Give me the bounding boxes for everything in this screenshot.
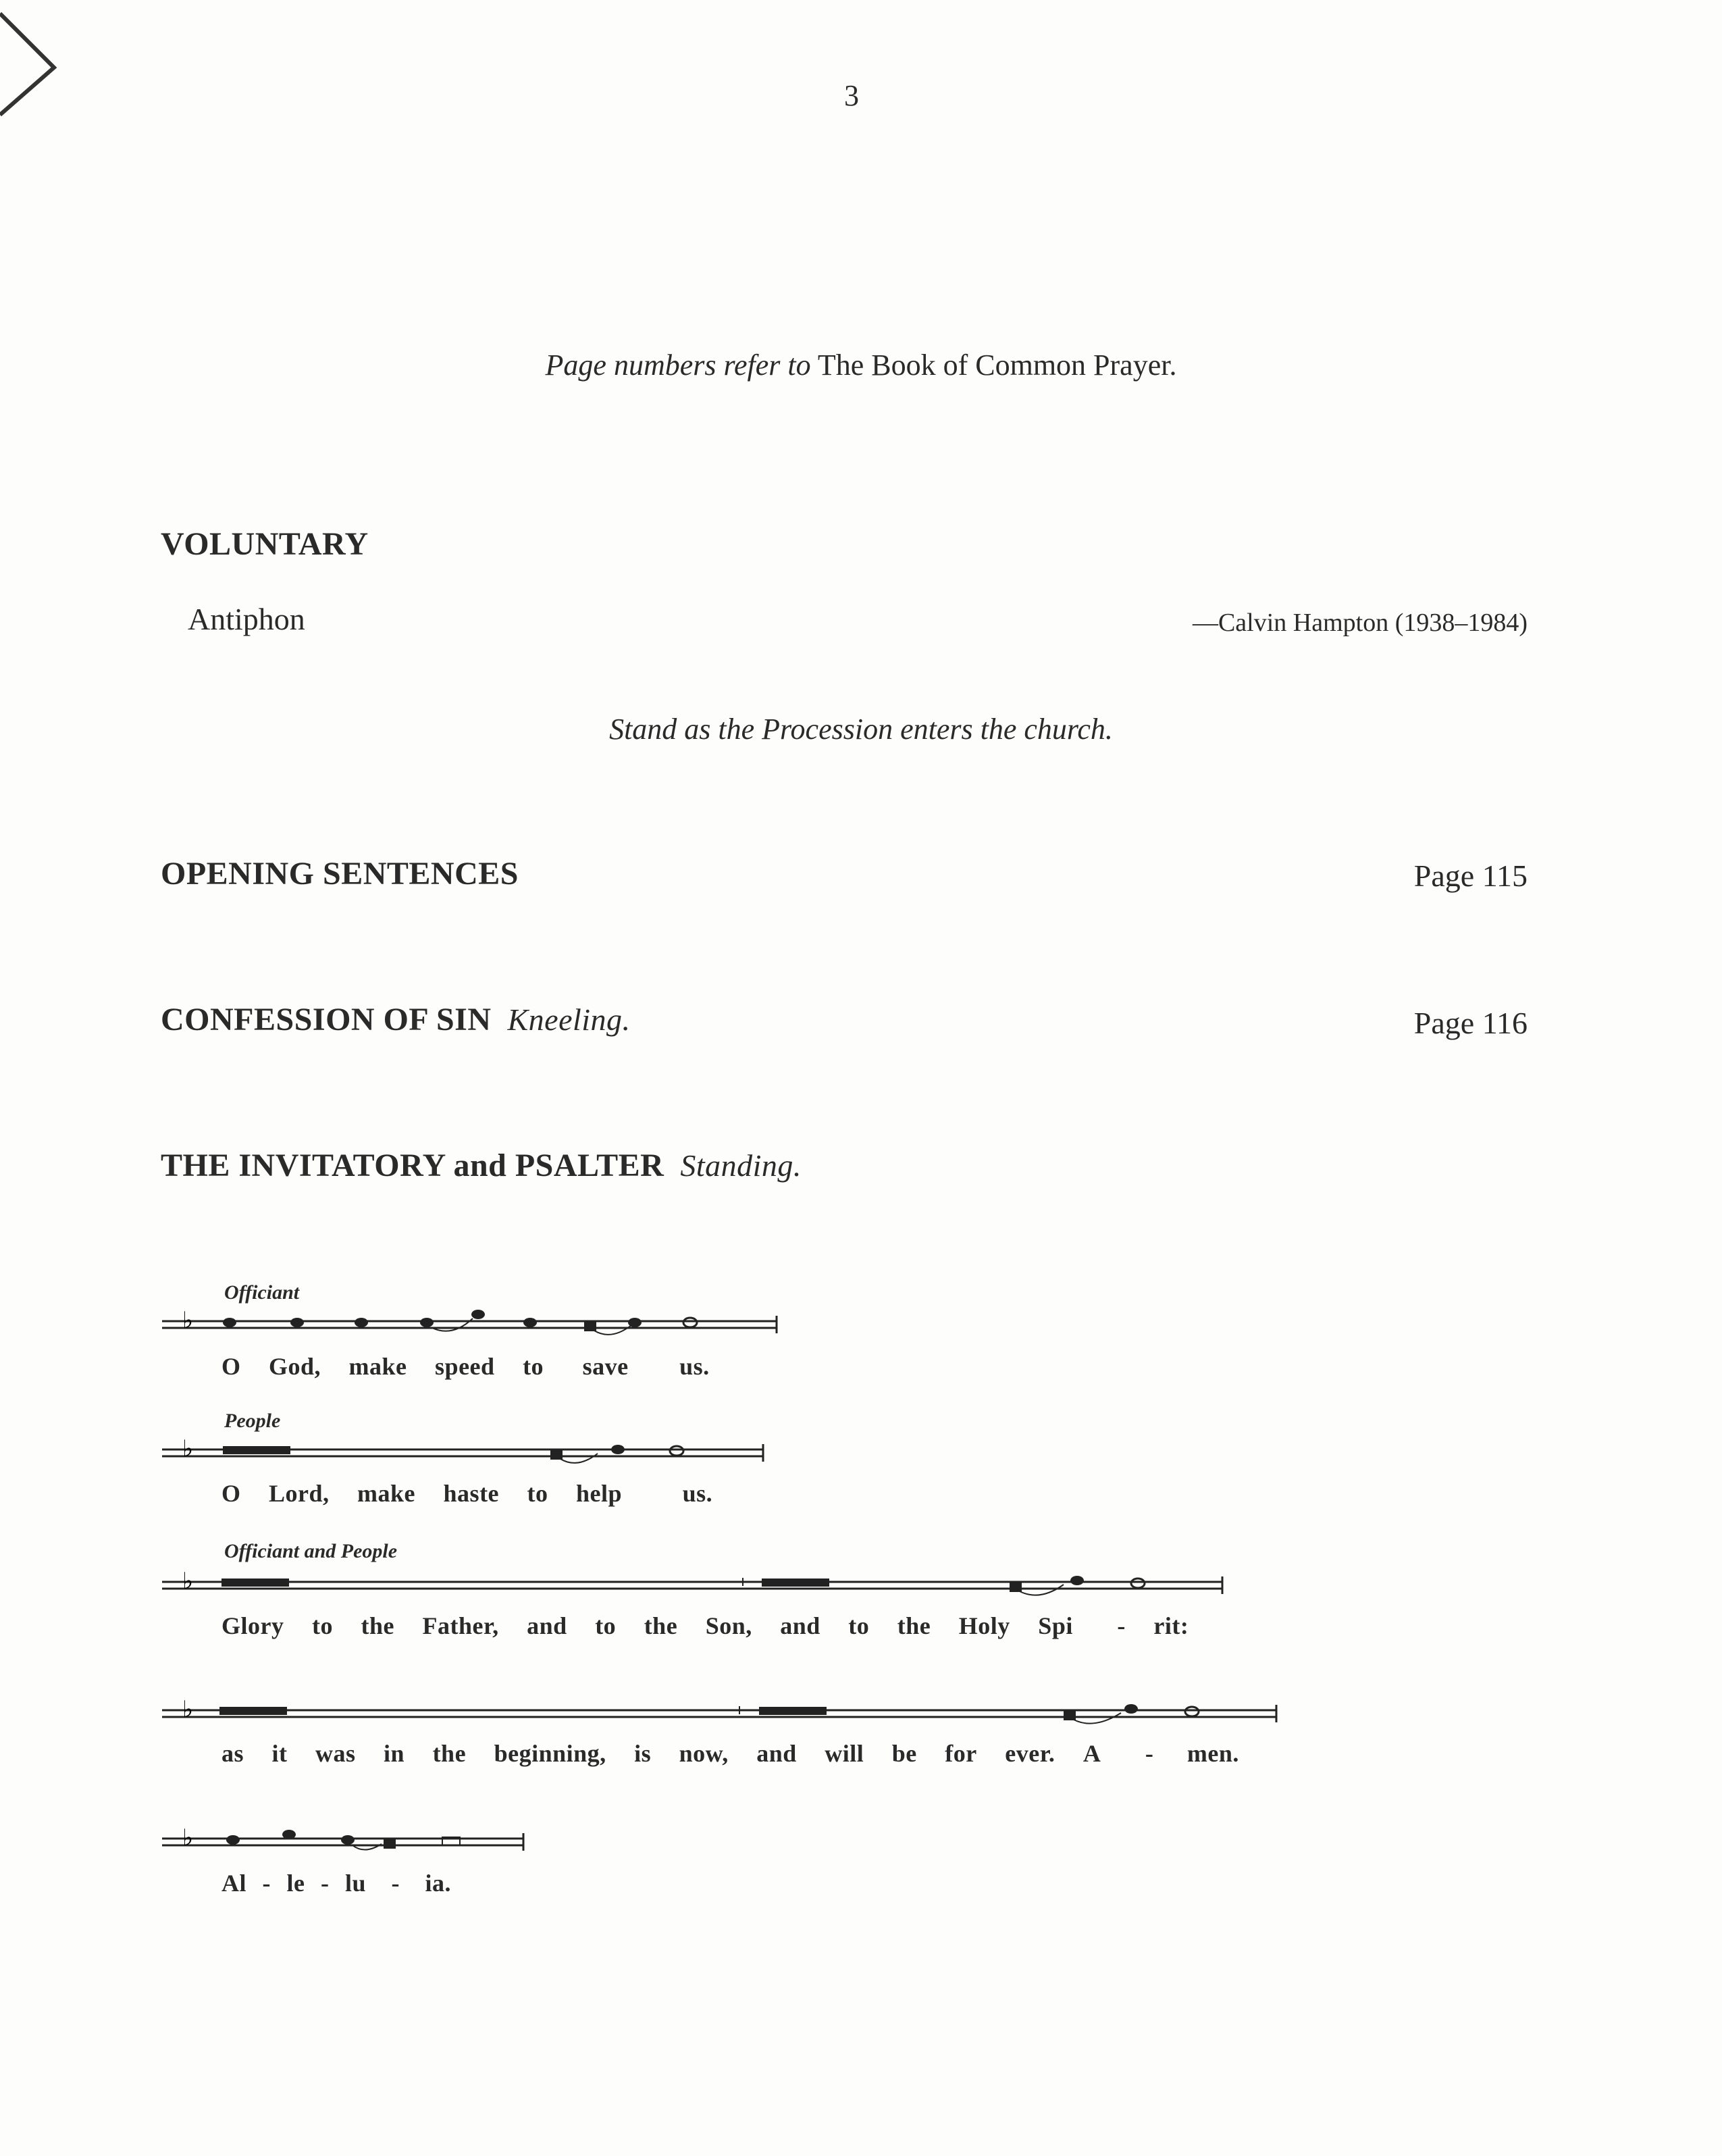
lyric-word: make [348, 1353, 407, 1380]
lyric-word: haste [443, 1480, 500, 1507]
lyric-word: ever. [1005, 1740, 1055, 1767]
invitatory-title: THE INVITATORY and PSALTER [161, 1148, 664, 1183]
lyrics-line-4 [221, 1739, 1261, 1768]
lyric-word: le [286, 1870, 305, 1897]
lyric-word: men. [1186, 1740, 1239, 1767]
chant-staff-2 [162, 1432, 804, 1472]
lyric-word: us. [679, 1353, 710, 1380]
invitatory-heading [161, 1147, 802, 1184]
lyric-word: Glory [221, 1612, 284, 1639]
lyric-word: is [634, 1740, 652, 1767]
confession-title: CONFESSION OF SIN [161, 1002, 492, 1037]
lyric-word: it [271, 1740, 288, 1767]
confession-heading [161, 1001, 631, 1038]
lyric-word: A [1082, 1740, 1101, 1767]
lyric-word: Father, [422, 1612, 499, 1639]
lyric-word: Son, [705, 1612, 752, 1639]
role-officiant-and-people: Officiant and People [224, 1540, 398, 1562]
confession-rubric: Kneeling. [507, 1002, 631, 1037]
lyrics-line-3 [221, 1612, 1210, 1640]
lyric-word: and [527, 1612, 567, 1639]
chant-staff-5 [162, 1821, 540, 1862]
lyric-word: to [595, 1612, 617, 1639]
lyric-word: - [391, 1870, 400, 1897]
lyric-word: Lord, [269, 1480, 330, 1507]
lyric-word: be [891, 1740, 917, 1767]
lyric-word: lu [344, 1870, 367, 1897]
voluntary-composer: —Calvin Hampton (1938–1984) [1192, 609, 1528, 637]
invitatory-rubric: Standing. [680, 1148, 802, 1183]
lyric-word: will [825, 1740, 864, 1767]
intro-italic: Page numbers refer to [545, 349, 811, 382]
procession-note-text: Stand as the Procession enters the church. [609, 713, 1113, 746]
confession-page: Page 116 [1413, 1006, 1528, 1040]
corner-mark [0, 0, 68, 122]
voluntary-piece: Antiphon [188, 602, 305, 636]
voluntary-heading: VOLUNTARY [161, 526, 369, 562]
page-number: 3 [844, 79, 859, 112]
lyrics-line-1 [221, 1352, 731, 1381]
lyric-word: the [432, 1740, 467, 1767]
lyric-word: beginning, [494, 1740, 606, 1767]
lyric-word: to [311, 1612, 333, 1639]
intro-note [0, 348, 1722, 382]
lyric-word: help [576, 1480, 623, 1507]
lyric-word: us. [682, 1480, 713, 1507]
lyric-word: - [262, 1870, 271, 1897]
lyric-word: God, [269, 1353, 321, 1380]
lyric-word: ia. [425, 1870, 452, 1897]
intro-plain: The Book of Common Prayer. [817, 349, 1177, 382]
lyric-word: now, [679, 1740, 729, 1767]
svg-text:♭: ♭ [182, 1696, 194, 1723]
chant-staff-3 [162, 1564, 1243, 1605]
lyric-word: O [221, 1480, 241, 1507]
lyric-word: for [945, 1740, 977, 1767]
svg-text:♭: ♭ [182, 1568, 194, 1595]
lyric-word: O [221, 1353, 241, 1380]
opening-page: Page 115 [1413, 858, 1528, 893]
lyric-word: make [357, 1480, 416, 1507]
lyric-word: rit: [1153, 1612, 1189, 1639]
svg-text:♭: ♭ [182, 1435, 194, 1462]
lyric-word: the [897, 1612, 931, 1639]
lyric-word: save [582, 1353, 629, 1380]
lyric-word: - [320, 1870, 330, 1897]
lyric-word: was [315, 1740, 356, 1767]
lyric-word: as [221, 1740, 244, 1767]
lyric-word: the [644, 1612, 678, 1639]
lyrics-line-2 [221, 1479, 734, 1508]
lyric-word: the [361, 1612, 394, 1639]
role-officiant: Officiant [224, 1281, 300, 1304]
procession-note [0, 712, 1722, 746]
chant-staff-1 [162, 1304, 804, 1344]
lyric-word: and [756, 1740, 797, 1767]
lyric-word: to [848, 1612, 870, 1639]
lyric-word: - [1145, 1740, 1154, 1767]
lyric-word: Spi [1038, 1612, 1073, 1639]
lyric-word: to [527, 1480, 548, 1507]
lyrics-line-5 [221, 1869, 473, 1897]
lyric-word: in [384, 1740, 405, 1767]
lyric-word: speed [435, 1353, 495, 1380]
role-people: People [224, 1410, 281, 1432]
lyric-word: Al [221, 1870, 246, 1897]
lyric-word: Holy [958, 1612, 1010, 1639]
lyric-word: and [780, 1612, 820, 1639]
svg-text:♭: ♭ [182, 1824, 194, 1851]
opening-heading: OPENING SENTENCES [161, 856, 519, 892]
lyric-word: to [523, 1353, 544, 1380]
chant-staff-4 [162, 1693, 1283, 1733]
svg-text:♭: ♭ [182, 1307, 194, 1334]
lyric-word: - [1117, 1612, 1126, 1639]
